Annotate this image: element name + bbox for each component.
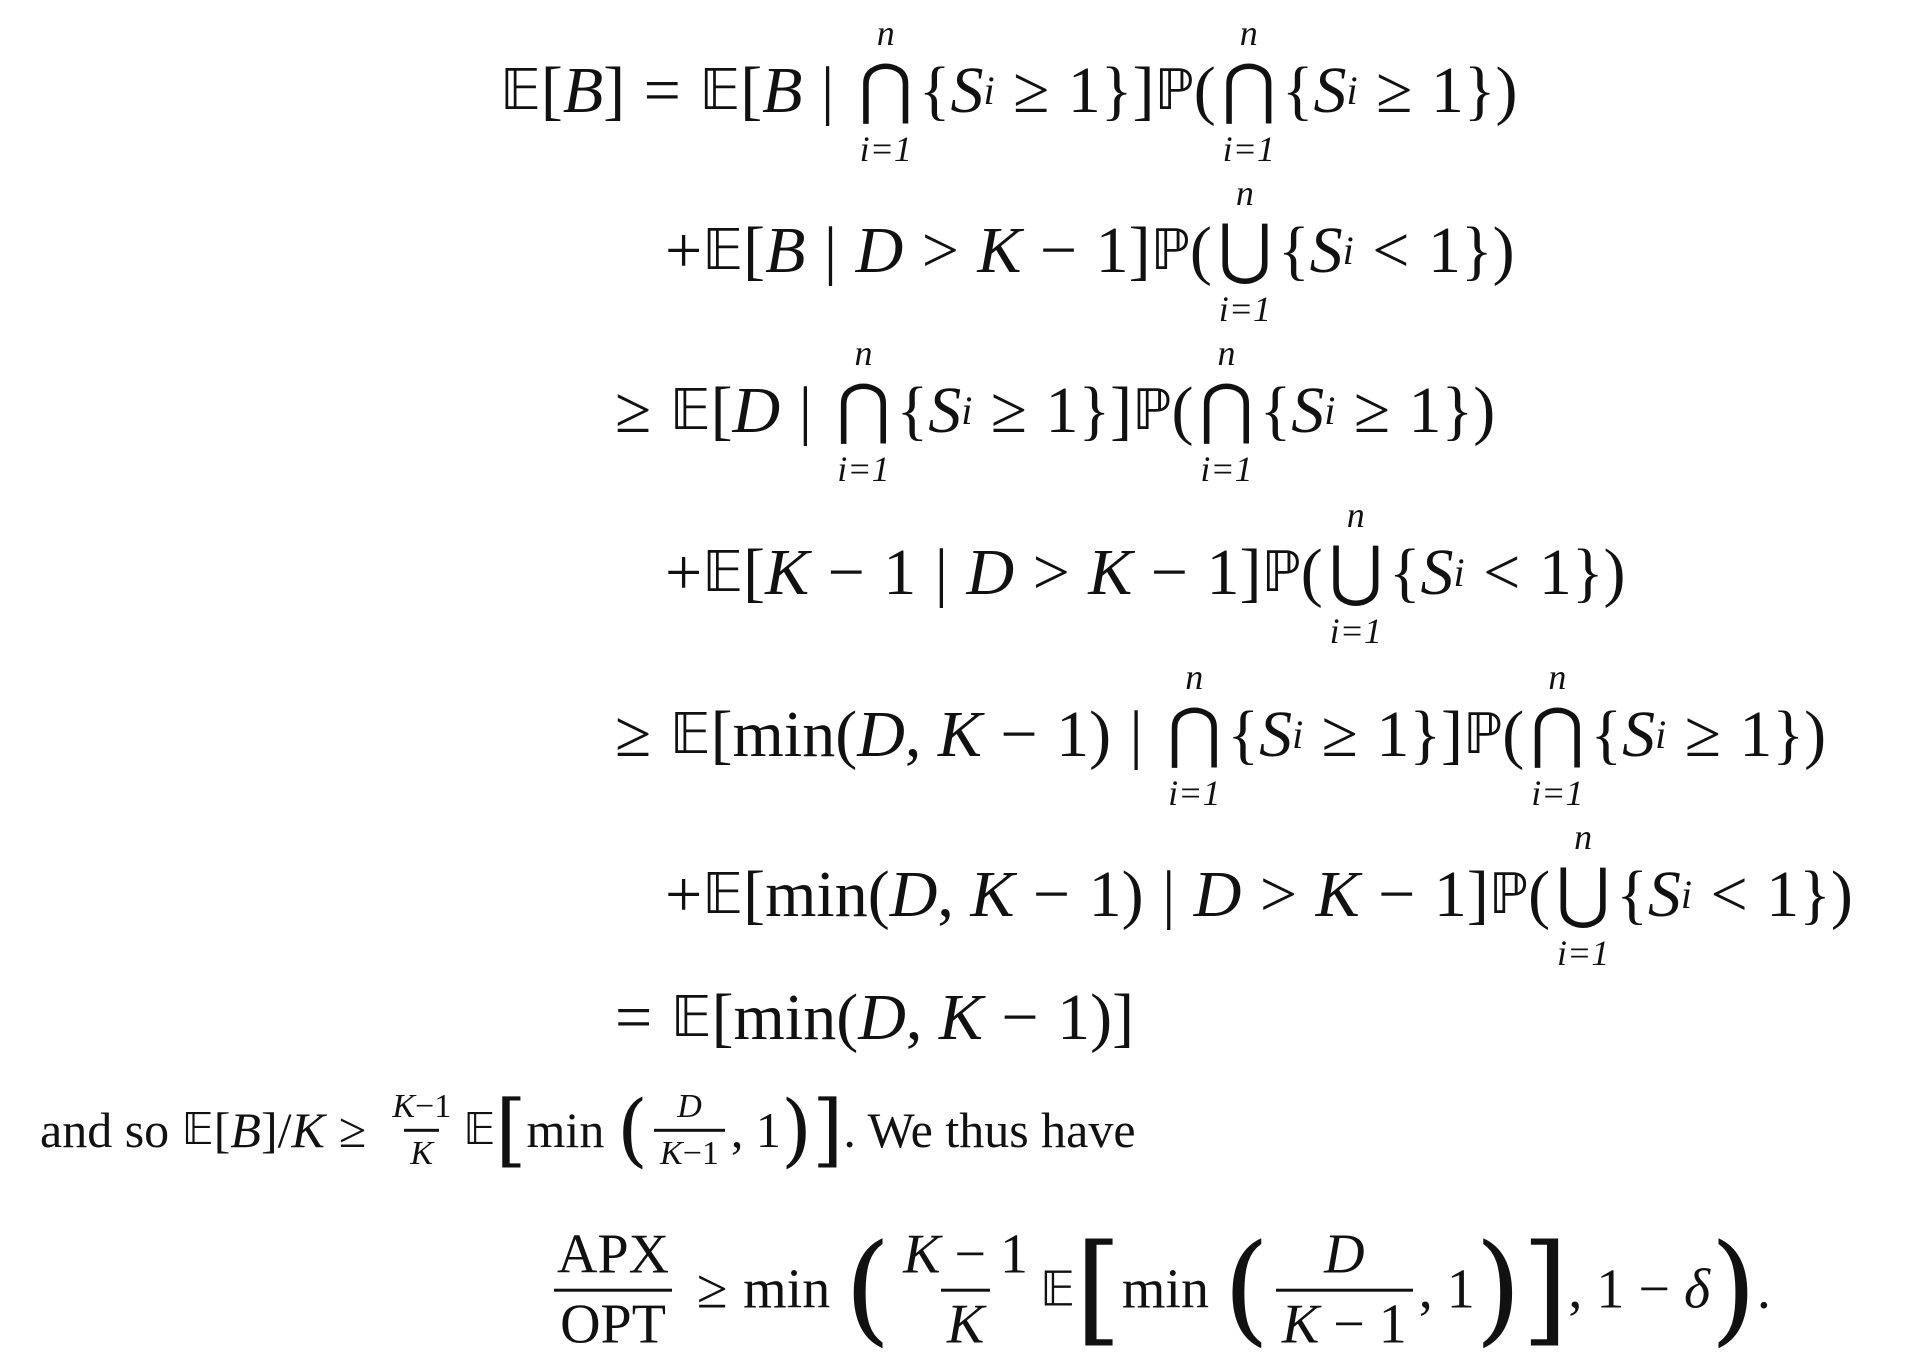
expectation-symbol: 𝔼 bbox=[463, 1104, 496, 1155]
big-union: n ⋃ i=1 bbox=[1217, 173, 1272, 329]
expectation-symbol: 𝔼 bbox=[699, 58, 741, 123]
expectation-symbol: 𝔼 bbox=[702, 218, 744, 283]
equation-line-2: + 𝔼 [ B | D > K − 1] ℙ ( n ⋃ i=1 { S i < 1}) bbox=[665, 173, 1515, 329]
prose-text-and-so: and so bbox=[40, 1102, 170, 1158]
big-intersection: n ⋂ i=1 bbox=[1221, 13, 1276, 169]
prose-text-we-thus-have: . We thus have bbox=[843, 1102, 1136, 1158]
expectation-symbol: 𝔼 bbox=[1040, 1262, 1076, 1318]
probability-symbol: ℙ bbox=[1488, 862, 1529, 927]
expectation-symbol: 𝔼 bbox=[702, 540, 744, 605]
equation-line-7: = 𝔼 [ min ( D , K − 1)] bbox=[615, 981, 1135, 1054]
expectation-symbol: 𝔼 bbox=[670, 985, 712, 1050]
probability-symbol: ℙ bbox=[1132, 378, 1172, 443]
big-intersection: n ⋂ i=1 bbox=[1199, 333, 1254, 489]
big-intersection: n ⋂ i=1 bbox=[858, 13, 913, 169]
equation-line-4: + 𝔼 [ K − 1 | D > K − 1] ℙ ( n ⋃ i=1 { S i < 1}) bbox=[665, 495, 1626, 651]
equation-line-1: 𝔼 [ B ] = 𝔼 [ B | n ⋂ i=1 { S i ≥ 1}] ℙ ( n ⋂ i=1 { S i ≥ 1}) bbox=[500, 13, 1518, 169]
equation-line-3: ≥ 𝔼 [ D | n ⋂ i=1 { S i ≥ 1}] ℙ ( n ⋂ i=1 { S i ≥ 1}) bbox=[615, 333, 1496, 489]
big-intersection: n ⋂ i=1 bbox=[1167, 657, 1222, 813]
probability-symbol: ℙ bbox=[1261, 540, 1301, 605]
probability-symbol: ℙ bbox=[1150, 218, 1190, 283]
fraction-k-minus-1-over-k-large: $\frac{K - 1}{K}$ bbox=[903, 1223, 1029, 1356]
expectation-symbol: 𝔼 bbox=[702, 862, 744, 927]
equation-line-5: ≥ 𝔼 [ min ( D , K − 1) | n ⋂ i=1 { S i ≥ 1}] ℙ ( n ⋂ i=1 { S i ≥ 1}) bbox=[615, 657, 1827, 813]
expectation-symbol: 𝔼 bbox=[669, 702, 711, 767]
expectation-symbol: 𝔼 bbox=[181, 1104, 214, 1155]
prose-line: and so 𝔼 [ B ]/ K ≥ $\frac{K-1}{K}$ 𝔼 [ min ( $\frac{D}{K-1}$ , 1 ) ] . We thus have bbox=[40, 1083, 1136, 1176]
final-inequality: $\frac{\text{APX}}{\text{OPT}}$ ≥ min ( $\frac{K - 1}{K}$ 𝔼 [ min ( $\frac{D}{K - 1}$ , 1 ) ] , 1 − δ ) . bbox=[545, 1226, 1771, 1355]
probability-symbol: ℙ bbox=[1463, 702, 1503, 767]
fraction-d-over-k-minus-1: $\frac{D}{K-1}$ bbox=[654, 1089, 725, 1171]
fraction-apx-over-opt: $\frac{\text{APX}}{\text{OPT}}$ bbox=[551, 1226, 675, 1355]
expectation-symbol: 𝔼 bbox=[669, 378, 711, 443]
big-intersection: n ⋂ i=1 bbox=[836, 333, 891, 489]
fraction-d-over-k-minus-1-large: $\frac{D}{K - 1}$ bbox=[1276, 1226, 1413, 1355]
probability-symbol: ℙ bbox=[1154, 58, 1194, 123]
big-union: n ⋃ i=1 bbox=[1328, 495, 1383, 651]
equation-line-6: + 𝔼 [ min ( D , K − 1) | D > K − 1] ℙ ( n ⋃ i=1 { S i < 1}) bbox=[665, 817, 1853, 973]
expectation-symbol: 𝔼 bbox=[500, 58, 541, 123]
big-union: n ⋃ i=1 bbox=[1556, 817, 1611, 973]
big-intersection: n ⋂ i=1 bbox=[1530, 657, 1585, 813]
fraction-k-minus-1-over-k: $\frac{K-1}{K}$ bbox=[392, 1087, 452, 1172]
